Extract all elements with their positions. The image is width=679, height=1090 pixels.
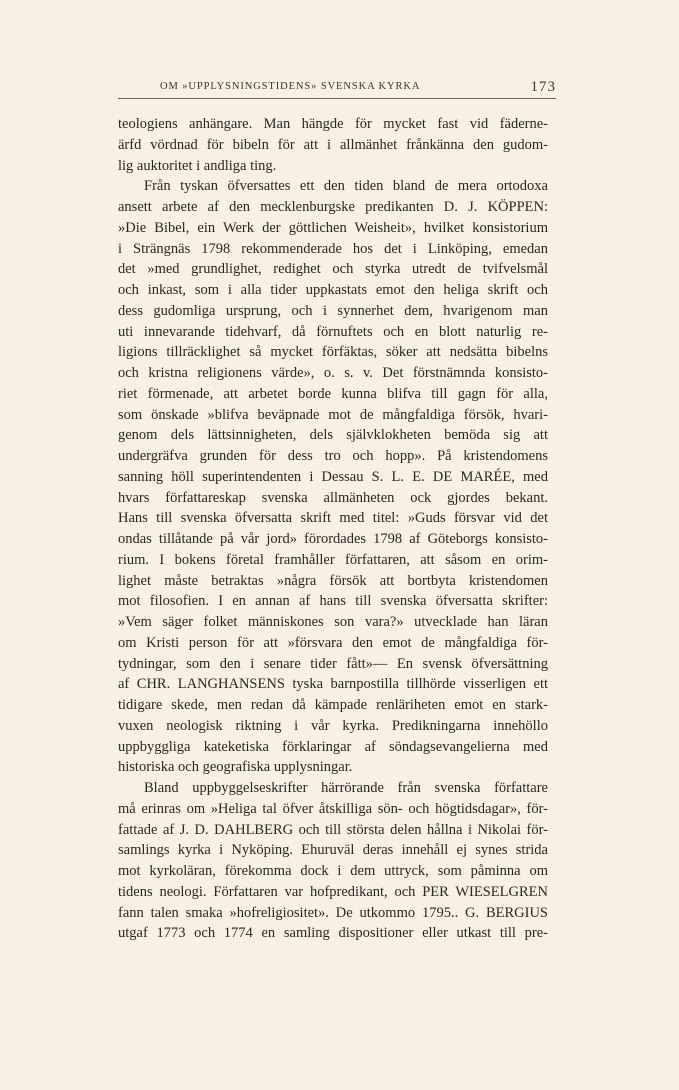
text-line: mot filosofien. I en annan af hans till svenska öfversatta skrifter: <box>118 593 548 610</box>
text-line: genom dels lättsinnigheten, dels självklokheten bemöda sig att <box>118 427 548 444</box>
text-line: vuxen neologisk riktning i vår kyrka. Predikningarna innehöllo <box>118 717 548 734</box>
text-line: ärfd vördnad för bibeln för att i allmänhet frånkänna den gudom- <box>118 136 548 153</box>
text-line: ondas tillåtande på vår jord» förordades 1798 af Göteborgs konsisto- <box>118 531 548 547</box>
text-line: lig auktoritet i andliga ting. <box>118 157 277 174</box>
text-line: ansett arbete af den mecklenburgske predikanten D. J. KÖPPEN: <box>118 199 548 215</box>
text-line: uti innevarande tidehvarf, då förnuftets och en blott naturlig re- <box>118 323 548 340</box>
running-header <box>118 78 556 99</box>
text-line: sanning höll superintendenten i Dessau S. L. E. DE MARÉE, med <box>118 468 548 485</box>
text-line: uppbyggliga kateketiska förklaringar af söndagsevangelierna med <box>118 738 548 755</box>
text-line: fattade af J. D. DAHLBERG och till största delen hållna i Nikolai för- <box>118 821 548 838</box>
text-line: dess gudomliga ursprung, och i synnerhet dem, hvarigenom man <box>118 302 548 319</box>
text-line: »Die Bibel, ein Werk der göttlichen Weisheit», hvilket konsistorium <box>118 219 548 236</box>
text-line: »Vem säger folket människones son vara?» utvecklade han läran <box>118 614 548 630</box>
text-line: undergräfva grunden för dess tro och hopp». På kristendomens <box>118 448 548 464</box>
text-line: hvars författareskap svenska allmänheten ock gjordes bekant. <box>118 489 548 506</box>
text-line: tydningar, som den i senare tider fått»— En svensk öfversättning <box>118 655 548 672</box>
body-text <box>118 114 548 944</box>
text-line: Bland uppbyggelseskrifter härrörande från svenska författare <box>144 780 548 796</box>
text-line: teologiens anhängare. Man hängde för mycket fast vid fäderne- <box>118 116 548 132</box>
text-line: ligions tillräcklighet så mycket förfäktas, söker att nedsätta bibelns <box>118 344 548 361</box>
text-line: tidigare skede, men redan då kämpade renläriheten emot en stark- <box>118 697 548 713</box>
text-line: mot kyrkoläran, förekomma dock i dem uttryck, som påminna om <box>118 863 548 879</box>
text-line: lighet måste betraktas »några försök att bortbyta kristendomen <box>118 572 548 589</box>
text-line: om Kristi person för att »försvara den emot de mångfaldiga för- <box>118 634 548 651</box>
text-line: det »med grundlighet, redighet och styrka utredt de tvifvelsmål <box>118 261 548 278</box>
text-line: Från tyskan öfversattes ett den tiden bland de mera ortodoxa <box>144 178 548 195</box>
text-line: af CHR. LANGHANSENS tyska barnpostilla tillhörde visserligen ett <box>118 676 548 693</box>
text-line: riet förmenade, att arbetet borde kunna blifva till gagn för alla, <box>118 385 548 402</box>
text-line: och kristna religionens värde», o. s. v. Det förstnämnda konsisto- <box>118 365 548 381</box>
text-line: som önskade »blifva beväpnade mot de mångfaldiga försök, hvari- <box>118 406 548 423</box>
text-line: tidens neologi. Författaren var hofpredikant, och PER WIESELGREN <box>118 883 548 900</box>
text-line: fann talen smaka »hofreligiositet». De utkommo 1795.. G. BERGIUS <box>118 904 548 921</box>
text-line: i Strängnäs 1798 rekommenderade hos det i Linköping, emedan <box>118 240 548 257</box>
text-line: och inkast, som i alla tider uppkastats emot den heliga skrift och <box>118 282 548 298</box>
text-line: samlings kyrka i Nyköping. Ehuruväl deras innehåll ej synes strida <box>118 842 548 859</box>
text-line: Hans till svenska öfversatta skrift med titel: »Guds försvar vid det <box>118 510 548 527</box>
running-title: OM »UPPLYSNINGSTIDENS» SVENSKA KYRKA <box>160 81 421 92</box>
text-line: må erinras om »Heliga tal öfver åtskilliga sön- och högtidsdagar», för- <box>118 800 548 817</box>
text-line: rium. I bokens företal framhåller författaren, att såsom en orim- <box>118 551 548 568</box>
text-line: historiska och geografiska upplysningar. <box>118 759 353 776</box>
page-number: 173 <box>530 79 556 95</box>
text-line: utgaf 1773 och 1774 en samling dispositioner eller utkast till pre- <box>118 925 548 942</box>
